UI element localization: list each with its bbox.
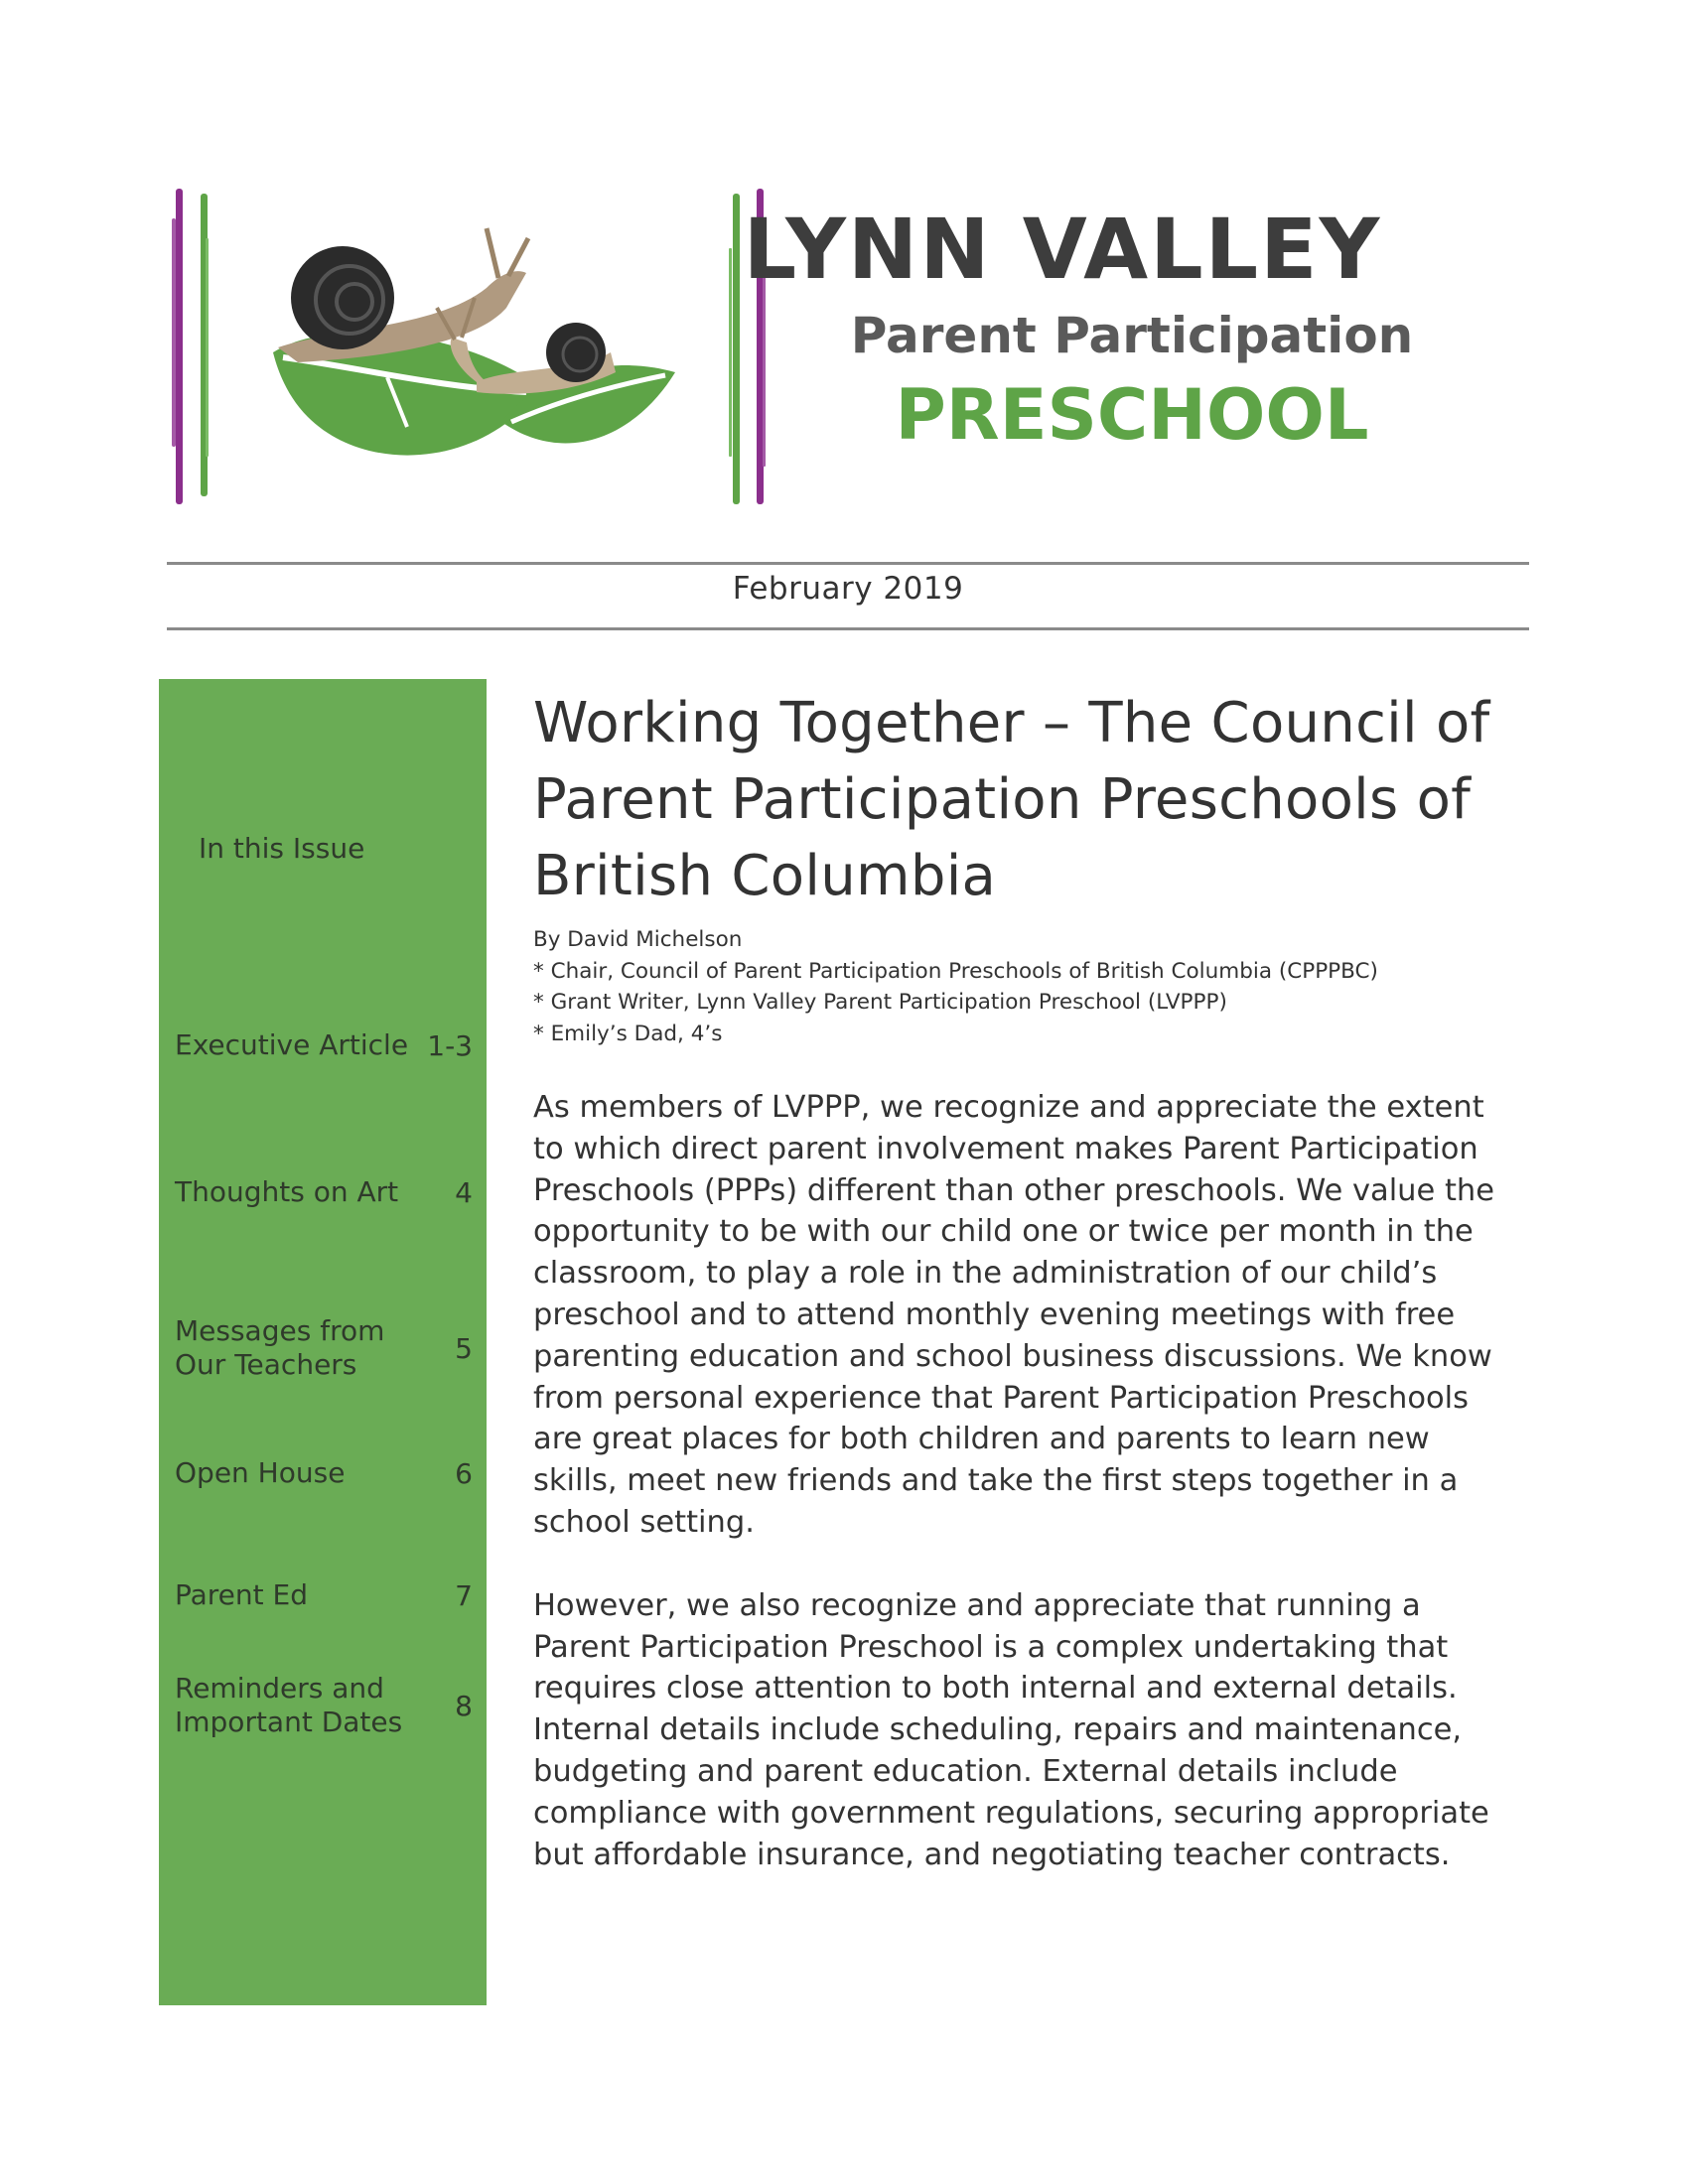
issue-date: February 2019 [732, 571, 964, 607]
logo-preschool: PRESCHOOL [895, 374, 1369, 456]
byline-role: * Chair, Council of Parent Participation Preschools of British Columbia (CPPPBC) [533, 958, 1378, 984]
toc-label: Executive Article [175, 1028, 409, 1061]
byline [533, 924, 1516, 1049]
toc-label: Open House [175, 1456, 346, 1489]
toc-item-thoughts-on-art[interactable] [175, 1175, 473, 1209]
byline-author: By David Michelson [533, 927, 743, 952]
toc-item-open-house[interactable] [175, 1456, 473, 1490]
logo-title: LYNN VALLEY [743, 201, 1382, 298]
toc-item-parent-ed[interactable] [175, 1578, 473, 1612]
header-logo [159, 179, 1470, 526]
bottom-rule [167, 627, 1529, 630]
toc-page: 8 [455, 1689, 473, 1722]
toc-label: Messages from Our Teachers [175, 1314, 385, 1381]
snail-leaf-illustration [273, 228, 675, 456]
top-rule [167, 562, 1529, 565]
byline-role: * Grant Writer, Lynn Valley Parent Participation Preschool (LVPPP) [533, 990, 1227, 1015]
toc-label: Thoughts on Art [175, 1175, 399, 1208]
toc-page: 5 [455, 1331, 473, 1365]
issue-sidebar [159, 679, 487, 2005]
toc-item-reminders[interactable] [175, 1672, 473, 1739]
byline-role: * Emily’s Dad, 4’s [533, 1021, 723, 1046]
logo-subtitle: Parent Participation [850, 307, 1414, 364]
article-paragraph: However, we also recognize and appreciate that running a Parent Participation Preschool is a complex undertaking that requires close attention to both internal and external details. Internal details include scheduling, repairs and maintenance, budgeting and parent education. External details include compliance with government regulations, securing appropriate but affordable insurance, and negotiating teacher contracts. [533, 1587, 1489, 1872]
article-paragraph: As members of LVPPP, we recognize and appreciate the extent to which direct parent involvement makes Parent Participation Preschools (PPPs) different than other preschools. We value the opportunity to be with our child one or twice per month in the classroom, to play a role in the administration of our child’s preschool and to attend monthly evening meetings with free parenting education and school business discussions. We know from personal experience that Parent Participation Preschools are great places for both children and parents to learn new skills, meet new friends and take the first steps together in a school setting. [533, 1090, 1495, 1540]
toc-page: 4 [455, 1175, 473, 1209]
toc-page: 1-3 [427, 1028, 473, 1062]
toc-item-messages-from-teachers[interactable] [175, 1314, 473, 1382]
toc-label: Parent Ed [175, 1578, 308, 1611]
toc-item-executive-article[interactable] [175, 1028, 473, 1062]
article-title: Working Together – The Council of Parent Participation Preschools of British Columbia [533, 691, 1490, 908]
toc-page: 6 [455, 1456, 473, 1490]
main-article [533, 685, 1516, 1906]
toc-page: 7 [455, 1578, 473, 1612]
sidebar-title: In this Issue [199, 832, 365, 865]
left-stripes-icon [172, 189, 209, 504]
toc-label: Reminders and Important Dates [175, 1672, 403, 1738]
